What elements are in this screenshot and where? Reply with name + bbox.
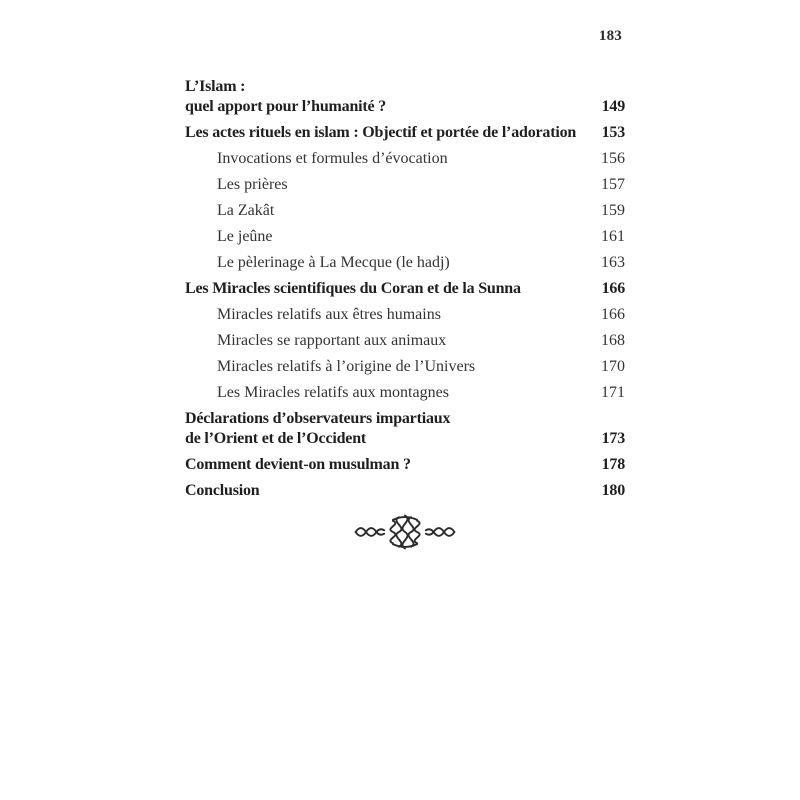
toc-entry-title: Conclusion	[185, 482, 260, 499]
toc-subentry	[185, 383, 625, 403]
toc-subentry	[185, 357, 625, 377]
toc-entry-page: 163	[601, 254, 625, 271]
toc-entry	[185, 123, 625, 143]
toc-entry-title: Miracles relatifs à l’origine de l’Univers	[217, 358, 476, 375]
ornament-flourish	[185, 512, 625, 552]
toc-entry-title: Comment devient-on musulman ?	[185, 456, 411, 473]
toc-entry-page: 166	[601, 306, 625, 323]
toc-subentry	[185, 201, 625, 221]
table-of-contents	[185, 77, 625, 507]
toc-entry-title: Miracles se rapportant aux animaux	[217, 332, 447, 349]
toc-entry-title: Miracles relatifs aux êtres humains	[217, 306, 441, 323]
toc-entry-page: 156	[601, 150, 625, 167]
toc-entry	[185, 455, 625, 475]
toc-entry-title: Les Miracles scientifiques du Coran et de la Sunna	[185, 280, 521, 297]
toc-entry-page: 149	[601, 98, 625, 115]
toc-entry-page: 180	[601, 482, 625, 499]
toc-entry	[185, 77, 625, 117]
toc-subentry	[185, 305, 625, 325]
toc-entry-title: La Zakât	[217, 202, 275, 219]
braided-knot-icon	[353, 512, 457, 552]
toc-entry-page: 157	[601, 176, 625, 193]
toc-entry-title: L’Islam : quel apport pour l’humanité ?	[185, 78, 387, 115]
toc-subentry	[185, 253, 625, 273]
toc-entry-page: 170	[601, 358, 625, 375]
toc-entry-title: Les actes rituels en islam : Objectif et portée de l’adoration	[185, 124, 577, 141]
toc-entry-title: Les Miracles relatifs aux montagnes	[217, 384, 449, 401]
toc-entry-title: Le jeûne	[217, 228, 273, 245]
toc-entry	[185, 481, 625, 501]
toc-entry-page: 168	[601, 332, 625, 349]
toc-entry-page: 171	[601, 384, 625, 401]
toc-entry-title: Invocations et formules d’évocation	[217, 150, 448, 167]
toc-entry-page: 161	[601, 228, 625, 245]
toc-entry-title: Le pèlerinage à La Mecque (le hadj)	[217, 254, 450, 271]
toc-entry-page: 153	[601, 124, 625, 141]
toc-entry-page: 159	[601, 202, 625, 219]
toc-entry-title: Les prières	[217, 176, 288, 193]
page-number: 183	[598, 28, 622, 44]
toc-entry-page: 166	[601, 280, 625, 297]
toc-entry	[185, 279, 625, 299]
toc-entry-page: 173	[601, 430, 625, 447]
toc-subentry	[185, 149, 625, 169]
toc-subentry	[185, 227, 625, 247]
toc-entry	[185, 409, 625, 449]
toc-subentry	[185, 331, 625, 351]
toc-entry-title: Déclarations d’observateurs impartiaux de l’Orient et de l’Occident	[185, 410, 451, 447]
toc-entry-page: 178	[601, 456, 625, 473]
toc-subentry	[185, 175, 625, 195]
